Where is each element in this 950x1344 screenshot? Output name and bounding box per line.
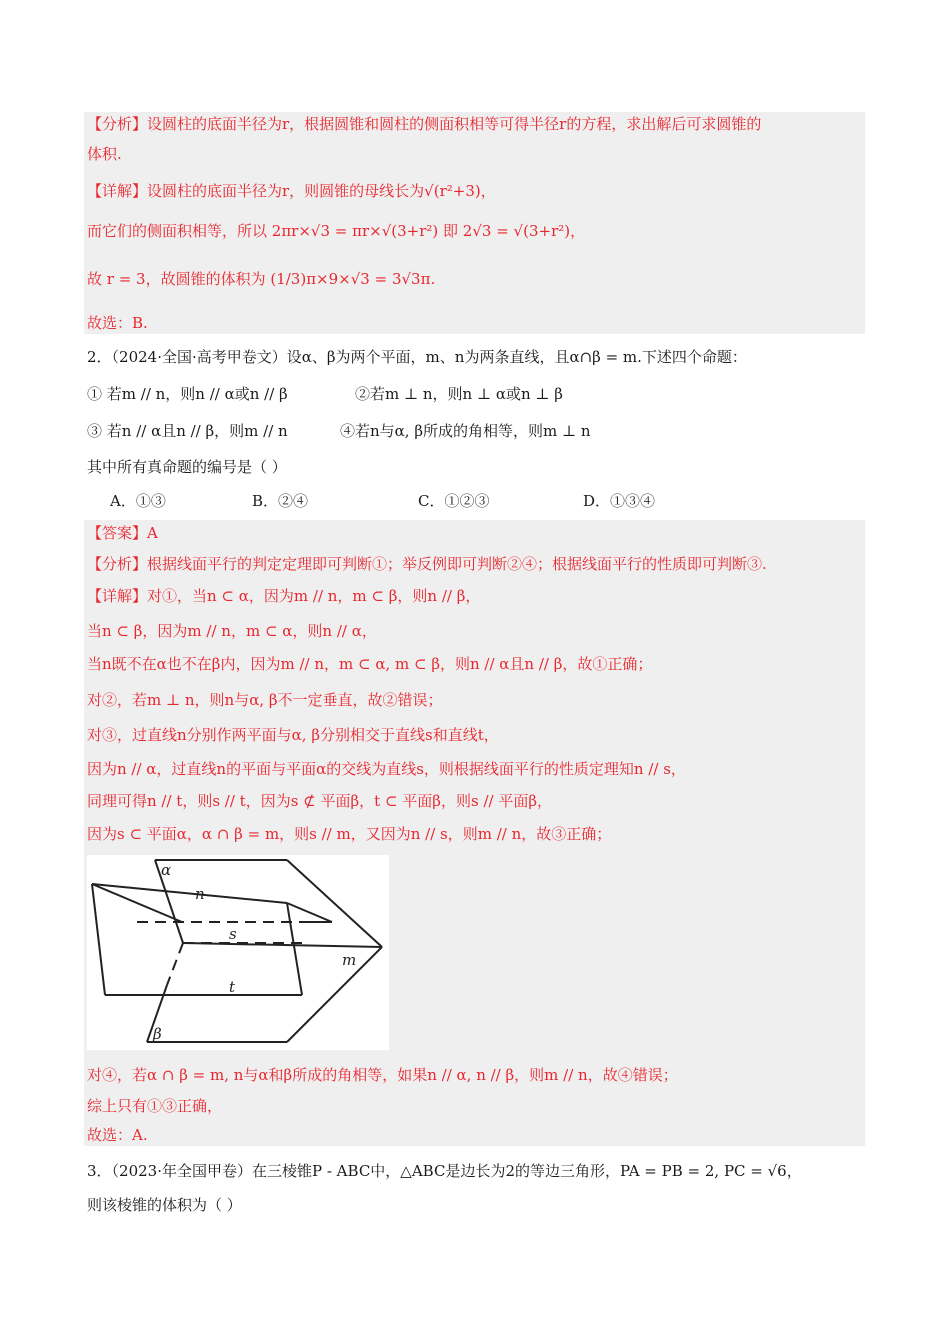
- label-m: m: [342, 951, 357, 969]
- q2-proposition-1: ① 若m // n，则n // α或n // β: [87, 385, 288, 403]
- q2-detail-6: 因为n // α，过直线n的平面与平面α的交线为直线s，则根据线面平行的性质定理知n // s，: [87, 760, 686, 778]
- q1-detail-2: 而它们的侧面积相等，所以 2πr×√3 = πr×√(3+r²) 即 2√3 = √(3+r²)，: [87, 222, 586, 240]
- q2-option-a: A．①③: [110, 492, 166, 510]
- q2-detail-7: 同理可得n // t，则s // t，因为s ⊄ 平面β，t ⊂ 平面β，则s // 平面β，: [87, 792, 552, 810]
- q2-analysis: 【分析】根据线面平行的判定定理即可判断①；举反例即可判断②④；根据线面平行的性质即可判断③.: [87, 555, 767, 573]
- q1-detail-1: 【详解】设圆柱的底面半径为r，则圆锥的母线长为√(r²+3)，: [87, 182, 496, 200]
- q2-stem: 2．（2024·全国·高考甲卷文）设α、β为两个平面，m、n为两条直线，且α∩β = m.下述四个命题：: [87, 348, 747, 366]
- q2-detail-5: 对③，过直线n分别作两平面与α, β分别相交于直线s和直线t，: [87, 726, 499, 744]
- label-n: n: [195, 885, 205, 903]
- q2-proposition-2: ②若m ⊥ n，则n ⊥ α或n ⊥ β: [355, 385, 563, 403]
- q2-detail-2: 当n ⊂ β，因为m // n，m ⊂ α，则n // α，: [87, 622, 377, 640]
- q2-proposition-4: ④若n与α, β所成的角相等，则m ⊥ n: [340, 422, 591, 440]
- q2-option-c: C．①②③: [418, 492, 490, 510]
- q3-stem-cont: 则该棱锥的体积为（ ）: [87, 1196, 242, 1214]
- label-alpha: α: [161, 861, 172, 879]
- q2-detail-10: 综上只有①③正确，: [87, 1097, 223, 1115]
- q1-choice: 故选：B.: [87, 314, 148, 332]
- q2-option-b: B．②④: [252, 492, 309, 510]
- q1-detail-3: 故 r = 3，故圆锥的体积为 (1/3)π×9×√3 = 3√3π.: [87, 270, 436, 288]
- q2-detail-8: 因为s ⊂ 平面α，α ∩ β = m，则s // m，又因为n // s，则m // n，故③正确；: [87, 825, 612, 843]
- label-t: t: [229, 978, 236, 996]
- q2-detail-3: 当n既不在α也不在β内，因为m // n，m ⊂ α, m ⊂ β，则n // α且n // β，故①正确；: [87, 655, 653, 673]
- q2-detail-9: 对④，若α ∩ β = m, n与α和β所成的角相等，如果n // α, n // β，则m // n，故④错误；: [87, 1066, 678, 1084]
- q2-option-d: D．①③④: [583, 492, 656, 510]
- q1-analysis-cont: 体积.: [87, 145, 122, 163]
- planes-diagram: [87, 855, 389, 1050]
- label-beta: β: [153, 1025, 162, 1043]
- q2-ask: 其中所有真命题的编号是（ ）: [87, 458, 287, 476]
- q2-detail-1: 【详解】对①，当n ⊂ α，因为m // n，m ⊂ β，则n // β，: [87, 587, 481, 605]
- label-s: s: [229, 925, 237, 943]
- q2-answer: 【答案】A: [87, 524, 158, 542]
- q2-detail-4: 对②，若m ⊥ n，则n与α, β不一定垂直，故②错误；: [87, 691, 443, 709]
- q2-proposition-3: ③ 若n // α且n // β，则m // n: [87, 422, 288, 440]
- q2-choice: 故选：A.: [87, 1126, 148, 1144]
- q3-stem: 3．（2023·年全国甲卷）在三棱锥P - ABC中，△ABC是边长为2的等边三角形，PA = PB = 2, PC = √6，: [87, 1162, 802, 1180]
- q1-analysis: 【分析】设圆柱的底面半径为r，根据圆锥和圆柱的侧面积相等可得半径r的方程，求出解后可求圆锥的: [87, 115, 762, 133]
